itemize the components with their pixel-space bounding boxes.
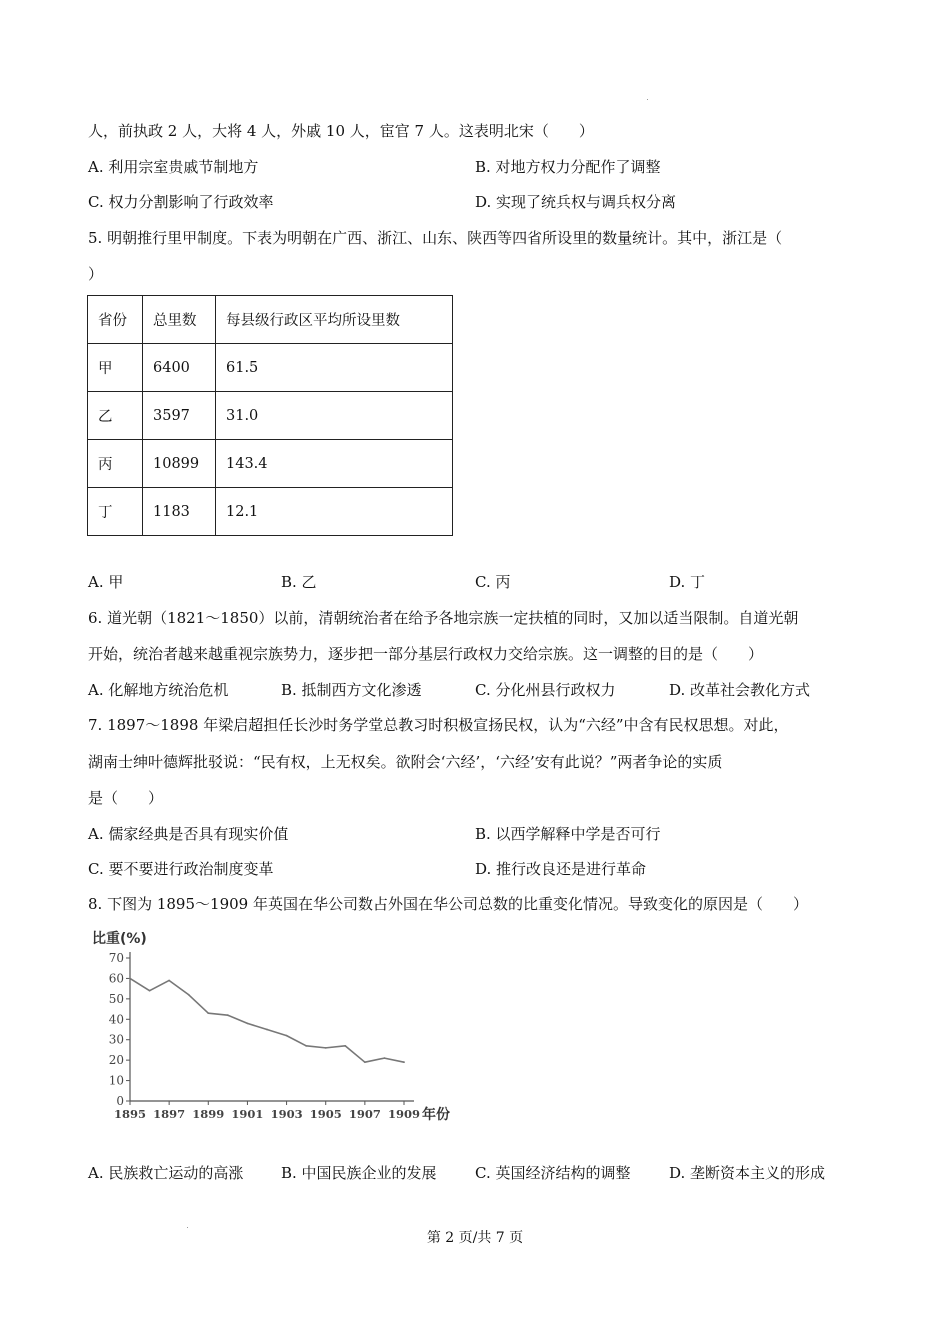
line-chart: [88, 926, 468, 1131]
table-header-cell: 省份: [88, 296, 143, 344]
q6-option-d: D. 改革社会教化方式: [669, 681, 811, 699]
x-tick-label: 1909: [387, 1107, 421, 1121]
data-point: [325, 1047, 327, 1049]
y-tick-label: 50: [108, 991, 124, 1006]
data-point: [227, 1014, 229, 1016]
q4-option-b: B. 对地方权力分配作了调整: [475, 158, 661, 176]
q8-option-a: A. 民族救亡运动的高涨: [88, 1164, 244, 1182]
table-cell: 丙: [88, 440, 143, 488]
chart-series: [129, 978, 405, 1064]
q6-stem-line2: 开始，统治者越来越重视宗族势力，逐步把一部分基层行政权力交给宗族。这一调整的目的是（ ）: [88, 645, 764, 663]
q8-option-d: D. 垄断资本主义的形成: [669, 1164, 826, 1182]
table-cell: 10899: [143, 440, 216, 488]
q8-option-b: B. 中国民族企业的发展: [281, 1164, 437, 1182]
data-point: [344, 1045, 346, 1047]
q6-stem-line1: 6. 道光朝（1821～1850）以前，清朝统治者在给予各地宗族一定扶植的同时，又加以适当限制。自道光朝: [88, 609, 799, 627]
table-row: [88, 344, 453, 392]
q7-stem-line3: 是（ ）: [88, 789, 164, 807]
q4-option-a: A. 利用宗室贵戚节制地方: [88, 158, 259, 176]
data-point: [364, 1061, 366, 1063]
q7-option-c: C. 要不要进行政治制度变革: [88, 860, 274, 878]
data-point: [305, 1045, 307, 1047]
table-cell: 乙: [88, 392, 143, 440]
y-tick-label: 60: [108, 971, 124, 986]
data-point: [247, 1022, 249, 1024]
data-point: [188, 994, 190, 996]
q5-option-d: D. 丁: [669, 573, 706, 591]
q7-stem-line1: 7. 1897～1898 年梁启超担任长沙时务学堂总教习时积极宣扬民权，认为“六经”中含有民权思想。对此，: [88, 716, 789, 734]
y-tick-label: 30: [108, 1032, 124, 1047]
chart-xlabel: 年份: [422, 1107, 450, 1123]
x-tick-label: 1895: [113, 1107, 147, 1121]
y-tick-label: 0: [116, 1094, 124, 1108]
series-line: [130, 978, 404, 1062]
data-point: [207, 1012, 209, 1014]
table-row: [88, 392, 453, 440]
table-header-cell: 每县级行政区平均所设里数: [216, 296, 453, 344]
y-tick-label: 20: [108, 1053, 124, 1068]
data-point: [168, 980, 170, 982]
q8-option-c: C. 英国经济结构的调整: [475, 1164, 631, 1182]
chart-ylabel: 比重(%): [92, 931, 147, 947]
data-point: [129, 978, 131, 980]
scan-speck: [647, 99, 648, 100]
q6-option-a: A. 化解地方统治危机: [88, 681, 229, 699]
q7-stem-line2: 湖南士绅叶德辉批驳说：“民有权，上无权矣。欲附会‘六经’，‘六经’安有此说？”两者争论的实质: [88, 753, 723, 771]
data-point: [384, 1057, 386, 1059]
q5-option-c: C. 丙: [475, 573, 511, 591]
chart-axes: [130, 952, 414, 1101]
y-tick-label: 10: [108, 1073, 124, 1088]
q6-option-b: B. 抵制西方文化渗透: [281, 681, 422, 699]
q4-option-d: D. 实现了统兵权与调兵权分离: [475, 193, 677, 211]
table-header-row: [88, 296, 453, 344]
q5-table: [87, 295, 453, 536]
q7-option-a: A. 儒家经典是否具有现实价值: [88, 825, 289, 843]
x-tick-label: 1901: [231, 1107, 264, 1121]
chart-ticks: [109, 951, 420, 1121]
table-cell: 1183: [143, 488, 216, 536]
x-tick-label: 1903: [270, 1107, 303, 1121]
table-row: [88, 440, 453, 488]
table-cell: 甲: [88, 344, 143, 392]
q4-stem-tail: 人，前执政 2 人，大将 4 人，外戚 10 人，宦官 7 人。这表明北宋（ ）: [88, 122, 594, 140]
q7-option-d: D. 推行改良还是进行革命: [475, 860, 647, 878]
data-point: [149, 990, 151, 992]
x-tick-label: 1905: [309, 1107, 342, 1121]
q4-option-c: C. 权力分割影响了行政效率: [88, 193, 274, 211]
data-point: [286, 1035, 288, 1037]
q7-option-b: B. 以西学解释中学是否可行: [475, 825, 661, 843]
table-cell: 12.1: [216, 488, 453, 536]
table-cell: 61.5: [216, 344, 453, 392]
data-point: [266, 1029, 268, 1031]
q5-stem-line2: ）: [88, 265, 104, 283]
page-footer: 第 2 页/共 7 页: [426, 1230, 524, 1246]
x-tick-label: 1907: [348, 1107, 381, 1121]
y-tick-label: 70: [108, 951, 124, 965]
table-cell: 143.4: [216, 440, 453, 488]
data-point: [403, 1061, 405, 1063]
table-header-cell: 总里数: [143, 296, 216, 344]
q8-stem: 8. 下图为 1895～1909 年英国在华公司数占外国在华公司总数的比重变化情况。导致变化的原因是（ ）: [88, 895, 808, 913]
x-tick-label: 1899: [192, 1107, 225, 1121]
table-cell: 6400: [143, 344, 216, 392]
y-tick-label: 40: [108, 1012, 124, 1027]
q5-option-a: A. 甲: [88, 573, 124, 591]
q5-option-b: B. 乙: [281, 573, 317, 591]
q6-option-c: C. 分化州县行政权力: [475, 681, 616, 699]
q5-stem-line1: 5. 明朝推行里甲制度。下表为明朝在广西、浙江、山东、陕西等四省所设里的数量统计。其中，浙江是（: [88, 229, 783, 247]
table-cell: 3597: [143, 392, 216, 440]
table-cell: 31.0: [216, 392, 453, 440]
table-row: [88, 488, 453, 536]
x-tick-label: 1897: [153, 1107, 186, 1121]
table-cell: 丁: [88, 488, 143, 536]
